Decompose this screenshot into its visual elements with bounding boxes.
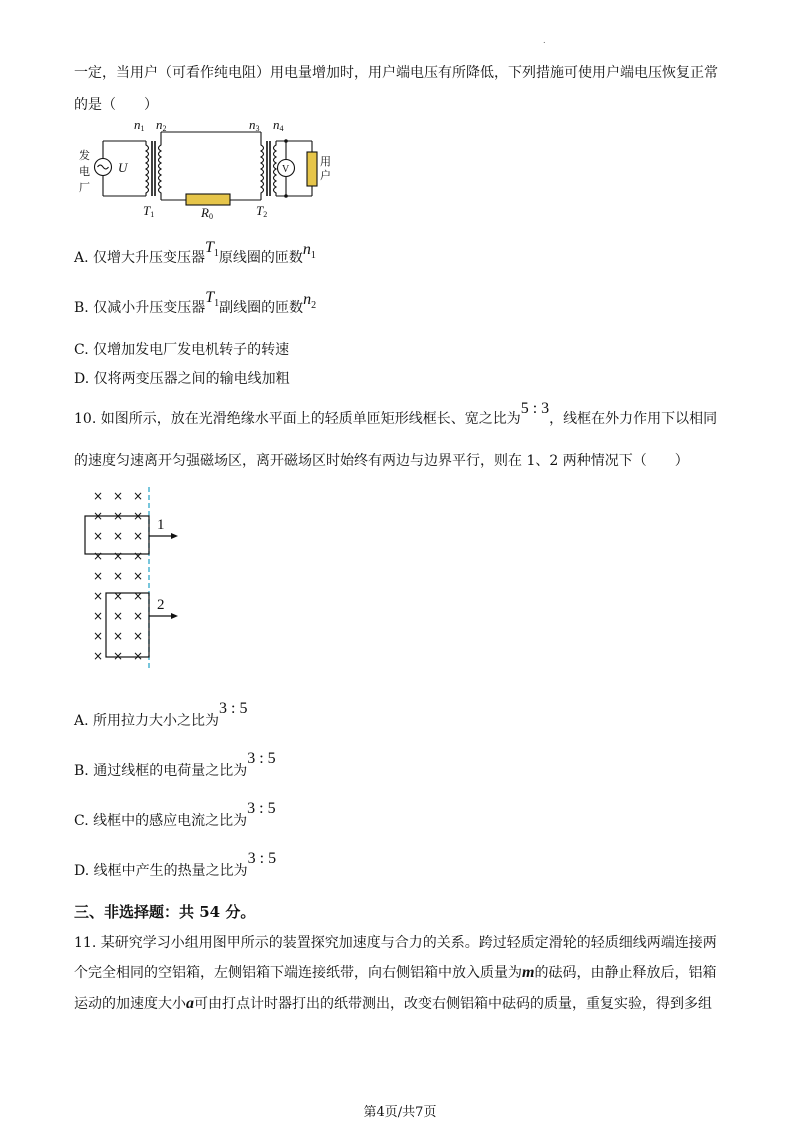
svg-text:×: × — [132, 529, 144, 543]
svg-text:×: × — [112, 549, 124, 563]
svg-text:×: × — [112, 489, 124, 503]
svg-text:×: × — [132, 629, 144, 643]
svg-text:×: × — [92, 489, 104, 503]
svg-text:×: × — [112, 589, 124, 603]
svg-text:×: × — [112, 529, 124, 543]
label-n3: n3 — [249, 118, 260, 133]
plant-label-3: 厂 — [79, 181, 90, 194]
svg-text:×: × — [92, 569, 104, 583]
q10-option-c[interactable]: C. 线框中的感应电流之比为3 : 5 — [74, 800, 276, 829]
q10-stem-line1: 10. 如图所示，放在光滑绝缘水平面上的轻质单匝矩形线框长、宽之比为5 : 3，线框在外力作用下以相同 — [74, 400, 718, 427]
label-n4: n4 — [273, 118, 284, 133]
header-dot: . — [543, 36, 546, 45]
svg-text:×: × — [92, 549, 104, 563]
svg-text:×: × — [92, 649, 104, 663]
svg-text:×: × — [92, 529, 104, 543]
voltmeter-label: V — [282, 164, 290, 175]
label-R0: R0 — [201, 205, 213, 221]
plant-label-1: 发 — [79, 149, 90, 162]
q10-option-b[interactable]: B. 通过线框的电荷量之比为3 : 5 — [74, 750, 276, 779]
q9-stem-line1: 一定，当用户（可看作纯电阻）用电量增加时，用户端电压有所降低，下列措施可使用户端电压恢复正常 — [74, 65, 718, 81]
svg-text:×: × — [92, 589, 104, 603]
q11-stem-line3: 运动的加速度大小a可由打点计时器打出的纸带测出，改变右侧铝箱中砝码的质量，重复实验，得到多组 — [74, 995, 712, 1012]
q11-stem-line1: 11. 某研究学习小组用图甲所示的装置探究加速度与合力的关系。跨过轻质定滑轮的轻质细线两端连接两 — [74, 935, 717, 951]
svg-text:×: × — [112, 609, 124, 623]
frame-label-1: 1 — [157, 517, 165, 533]
q10-stem-line2: 的速度匀速离开匀强磁场区，离开磁场区时始终有两边与边界平行，则在 1、2 两种情况下（ ） — [74, 453, 689, 469]
page-footer: 第4页/共7页 — [363, 1105, 437, 1120]
svg-text:×: × — [112, 629, 124, 643]
label-T1: T1 — [143, 203, 155, 219]
svg-text:×: × — [92, 629, 104, 643]
svg-text:×: × — [132, 509, 144, 523]
label-U: U — [118, 160, 128, 175]
svg-text:×: × — [92, 509, 104, 523]
label-n2: n2 — [156, 118, 167, 133]
plant-label-2: 电 — [79, 165, 90, 178]
q11-stem-line2: 个完全相同的空铝箱，左侧铝箱下端连接纸带，向右侧铝箱中放入质量为m的砝码，由静止释放后，铝箱 — [74, 964, 717, 981]
svg-text:×: × — [132, 569, 144, 583]
q10-option-d[interactable]: D. 线框中产生的热量之比为3 : 5 — [74, 850, 277, 879]
q9-option-a[interactable]: A. 仅增大升压变压器$T_1$原线圈的匝数$n_1$ — [74, 239, 316, 266]
svg-text:×: × — [132, 589, 144, 603]
q10-option-a[interactable]: A. 所用拉力大小之比为3 : 5 — [74, 700, 248, 729]
label-n1: n1 — [134, 118, 145, 133]
label-T2: T2 — [256, 203, 268, 219]
svg-text:×: × — [132, 649, 144, 663]
frame-label-2: 2 — [157, 597, 165, 613]
magnetic-field-figure — [80, 483, 190, 668]
svg-text:×: × — [132, 549, 144, 563]
q9-option-d[interactable]: D. 仅将两变压器之间的输电线加粗 — [74, 371, 290, 387]
svg-text:×: × — [112, 649, 124, 663]
q9-option-c[interactable]: C. 仅增加发电厂发电机转子的转速 — [74, 342, 290, 358]
svg-text:×: × — [112, 569, 124, 583]
section-title: 三、非选择题：共 54 分。 — [74, 903, 256, 921]
svg-text:×: × — [132, 489, 144, 503]
transformer-circuit-figure — [76, 118, 336, 224]
q9-stem-line2: 的是（ ） — [74, 97, 158, 113]
svg-text:×: × — [112, 509, 124, 523]
svg-text:×: × — [132, 609, 144, 623]
user-label-2: 户 — [320, 169, 331, 182]
user-label-1: 用 — [320, 155, 331, 168]
q9-option-b[interactable]: B. 仅减小升压变压器$T_1$副线圈的匝数$n_2$ — [74, 289, 317, 316]
svg-text:×: × — [92, 609, 104, 623]
